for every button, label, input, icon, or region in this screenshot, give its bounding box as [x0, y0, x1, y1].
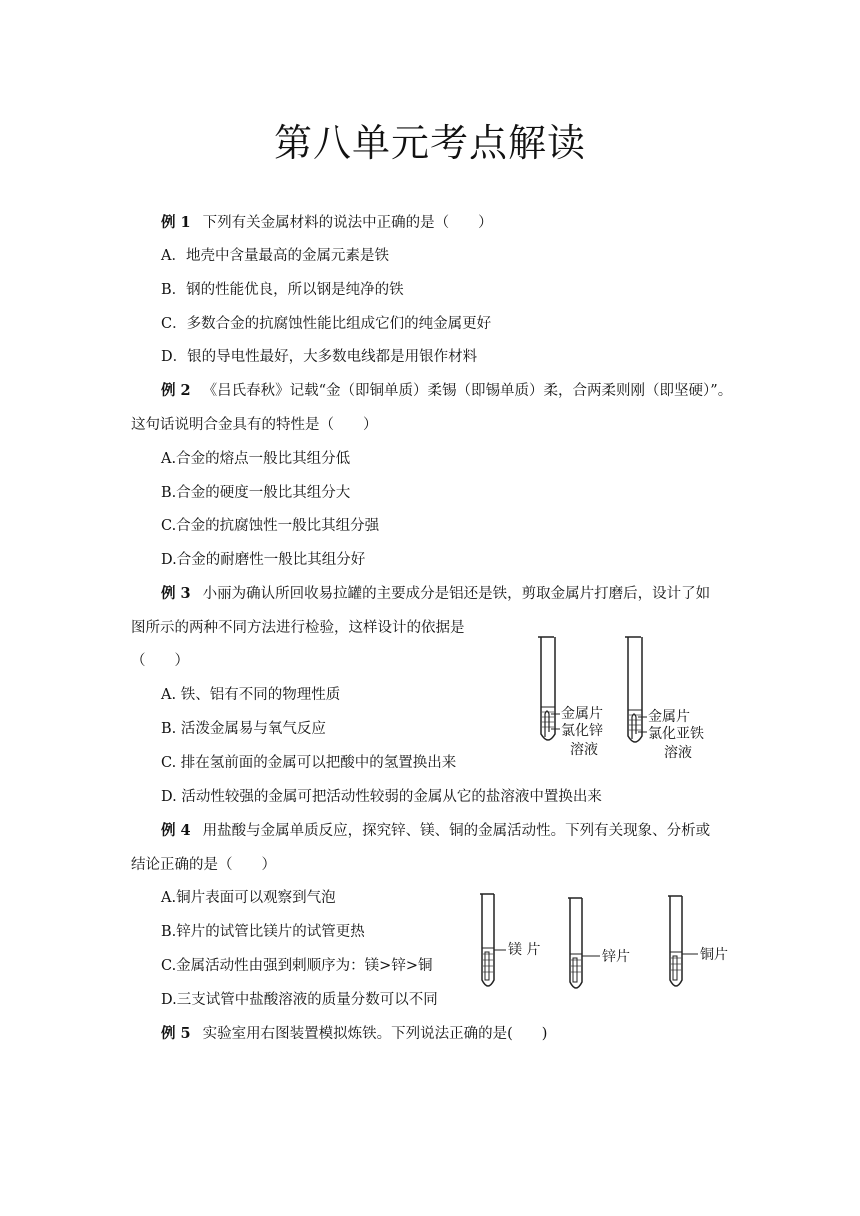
example-1-option-c: C．多数合金的抗腐蚀性能比组成它们的纯金属更好 [161, 316, 492, 332]
tube2-label-solution: 氯化亚铁 [648, 726, 704, 742]
example-5-stem: 实验室用右图装置模拟炼铁。下列说法正确的是( ) [202, 1026, 548, 1042]
example-2-option-d: D.合金的耐磨性一般比其组分好 [161, 552, 366, 568]
example-2-option-b: B.合金的硬度一般比其组分大 [161, 485, 351, 501]
example-3-label: 例 3 [161, 585, 191, 602]
example-3-stem-line3: （ ） [131, 653, 189, 669]
tube-label-magnesium: 镁 片 [508, 942, 541, 958]
example-4-stem-line2: 结论正确的是（ ） [131, 857, 276, 873]
example-1-label: 例 1 [161, 214, 191, 231]
example-4-stem-line1: 用盐酸与金属单质反应，探究锌、镁、铜的金属活动性。下列有关现象、分析或 [202, 823, 711, 839]
test-tube-fecl2 [625, 637, 647, 742]
page-title: 第八单元考点解读 [273, 121, 586, 165]
example-2-stem-line2: 这句话说明合金具有的特性是（ ） [131, 417, 378, 433]
example-2-option-a: A.合金的熔点一般比其组分低 [161, 451, 351, 467]
example-5-question [161, 1024, 547, 1044]
example-3-option-a: A. 铁、铝有不同的物理性质 [161, 687, 341, 703]
example-2-option-c: C.合金的抗腐蚀性一般比其组分强 [161, 518, 380, 534]
test-tube-figure-2 [472, 890, 742, 995]
example-3-option-c: C. 排在氢前面的金属可以把酸中的氢置换出来 [161, 755, 457, 771]
example-2-label: 例 2 [161, 382, 191, 399]
example-2-stem-line1: 《吕氏春秋》记载“金（即铜单质）柔锡（即锡单质）柔，合两柔则刚（即坚硬）”。 [202, 383, 733, 399]
example-1-option-a: A．地壳中含量最高的金属元素是铁 [161, 248, 389, 264]
tube1-label-metal: 金属片 [561, 706, 603, 722]
example-3-option-b: B. 活泼金属易与氧气反应 [161, 721, 326, 737]
test-tube-zinc [568, 898, 600, 988]
example-3-stem-line2: 图所示的两种不同方法进行检验，这样设计的依据是 [131, 620, 465, 636]
tube1-label-liquid: 溶液 [570, 742, 598, 758]
example-5-label: 例 5 [161, 1025, 191, 1042]
tube1-label-solution: 氯化锌 [561, 723, 603, 739]
test-tube-zncl2 [538, 637, 560, 740]
example-2-question [161, 381, 732, 401]
example-4-option-b: B.锌片的试管比镁片的试管更热 [161, 924, 365, 940]
tube-label-copper: 铜片 [700, 947, 728, 963]
example-3-stem-line1: 小丽为确认所回收易拉罐的主要成分是铝还是铁，剪取金属片打磨后，设计了如 [202, 586, 711, 602]
tube2-label-liquid: 溶液 [664, 745, 692, 761]
example-1-option-b: B．钢的性能优良，所以钢是纯净的铁 [161, 282, 404, 298]
test-tube-copper [668, 896, 698, 986]
tube2-label-metal: 金属片 [648, 709, 690, 725]
example-4-label: 例 4 [161, 822, 191, 839]
tube-label-zinc: 锌片 [602, 949, 630, 965]
example-4-option-a: A.铜片表面可以观察到气泡 [161, 890, 336, 906]
example-4-option-d: D.三支试管中盐酸溶液的质量分数可以不同 [161, 992, 438, 1008]
example-3-option-d: D. 活动性较强的金属可把活动性较弱的金属从它的盐溶液中置换出来 [161, 789, 602, 805]
example-1-stem: 下列有关金属材料的说法中正确的是（ ） [202, 215, 493, 231]
example-3-question [161, 584, 710, 604]
test-tube-figure-1 [530, 632, 720, 772]
example-1-option-d: D．银的导电性最好，大多数电线都是用银作材料 [161, 349, 478, 365]
example-1-question [161, 213, 493, 233]
example-4-question [161, 821, 710, 841]
test-tube-magnesium [480, 894, 506, 986]
example-4-option-c: C.金属活动性由强到剌顺序为：镁>锌>铜 [161, 958, 433, 974]
